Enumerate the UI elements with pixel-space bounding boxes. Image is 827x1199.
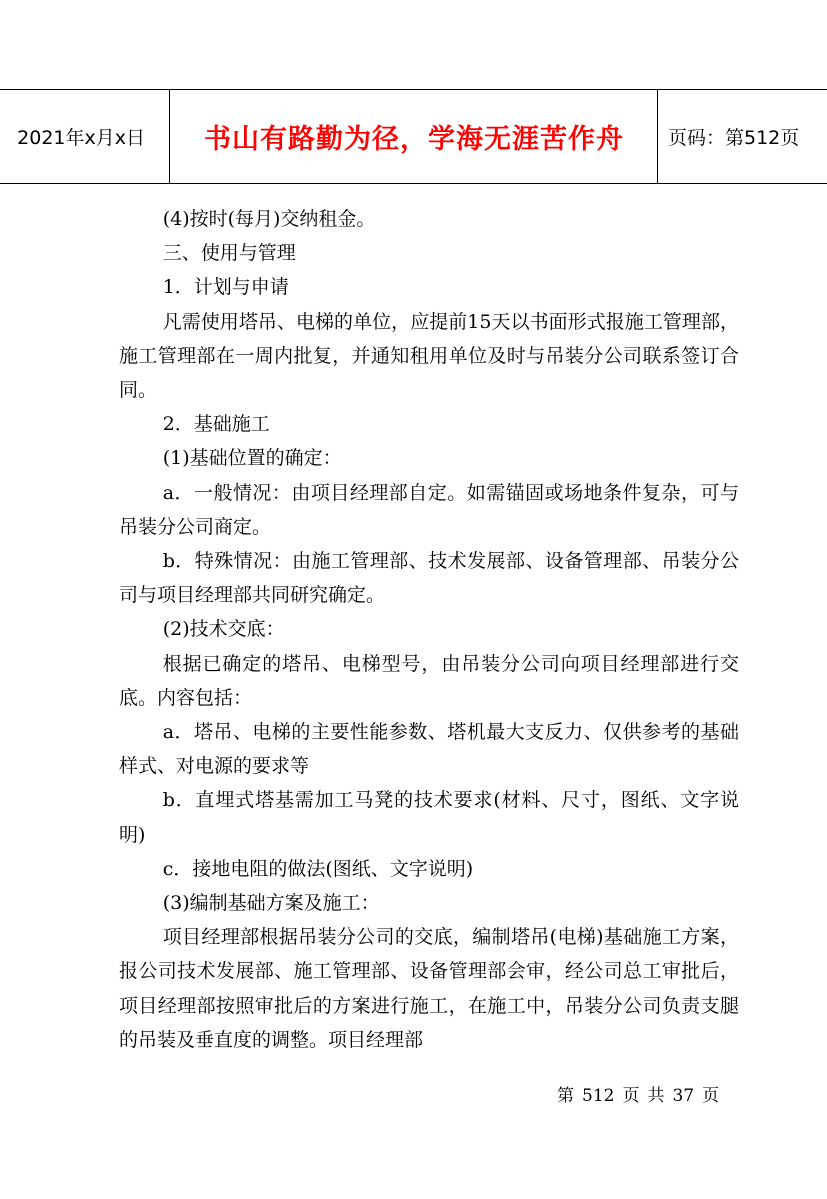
header-date: 2021年x月x日: [0, 90, 170, 183]
header-motto: 书山有路勤为径，学海无涯苦作舟: [171, 90, 658, 183]
page-footer: [557, 1081, 757, 1106]
document-body: [119, 202, 739, 1057]
paragraph: c．接地电阻的做法(图纸、文字说明): [162, 857, 474, 880]
paragraph: 凡需使用塔吊、电梯的单位，应提前15天以书面形式报施工管理部，施工管理部在一周内批复，并通知租用单位及时与吊装分公司联系签订合同。: [119, 310, 739, 402]
paragraph: 项目经理部根据吊装分公司的交底，编制塔吊(电梯)基础施工方案，报公司技术发展部、施工管理部、设备管理部会审，经公司总工审批后，项目经理部按照审批后的方案进行施工，在施工中，吊装分公司负责支腿的吊装及垂直度的调整。项目经理部: [119, 926, 739, 1051]
page-header: [0, 89, 827, 184]
paragraph: (2)技术交底：: [162, 618, 285, 641]
paragraph: 三、使用与管理: [162, 242, 296, 265]
paragraph: a．塔吊、电梯的主要性能参数、塔机最大支反力、仅供参考的基础样式、对电源的要求等: [119, 721, 739, 778]
footer-page-unit: 页: [622, 1086, 640, 1106]
paragraph: b．特殊情况：由施工管理部、技术发展部、设备管理部、吊装分公司与项目经理部共同研究确定。: [119, 550, 739, 607]
paragraph: b．直埋式塔基需加工马凳的技术要求(材料、尺寸，图纸、文字说明): [119, 789, 739, 846]
paragraph: (4)按时(每月)交纳租金。: [162, 208, 376, 230]
paragraph: 2．基础施工: [162, 413, 270, 436]
footer-total-pages: 37: [672, 1086, 695, 1106]
paragraph: 1．计划与申请: [162, 276, 289, 299]
paragraph: (1)基础位置的确定：: [162, 447, 342, 470]
paragraph: 根据已确定的塔吊、电梯型号，由吊装分公司向项目经理部进行交底。内容包括：: [119, 652, 739, 709]
footer-page-number: 512: [582, 1086, 615, 1106]
footer-total-unit: 页: [702, 1086, 720, 1106]
paragraph: (3)编制基础方案及施工：: [162, 892, 380, 915]
paragraph: a．一般情况：由项目经理部自定。如需锚固或场地条件复杂，可与吊装分公司商定。: [119, 481, 739, 538]
header-page-label: 页码：第512页: [668, 127, 800, 149]
footer-total-word: 共: [647, 1086, 665, 1106]
footer-page-word: 第: [557, 1086, 574, 1106]
